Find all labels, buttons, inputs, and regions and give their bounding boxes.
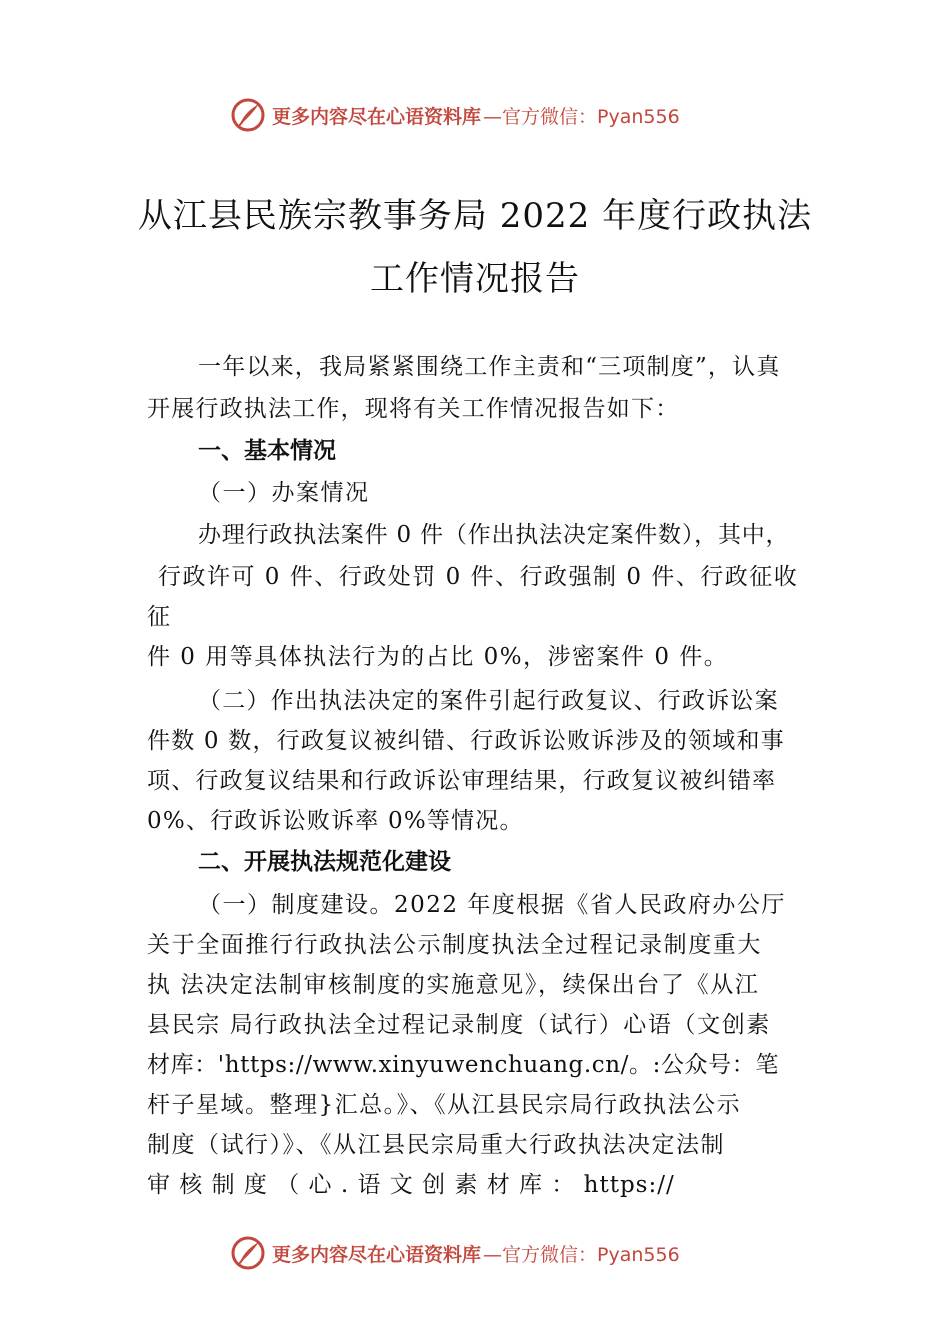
paragraph-line: 执 法决定法制审核制度的实施意见》，续保出台了《从江 [147, 972, 760, 998]
paragraph-line: 开展行政执法工作，现将有关工作情况报告如下： [147, 396, 680, 422]
document-title-line-1: 从江县民族宗教事务局 2022 年度行政执法 [137, 196, 813, 236]
paragraph-line: 项、行政复议结果和行政诉讼审理结果，行政复议被纠错率 [147, 768, 777, 794]
watermark-brand: 更多内容尽在心语资料库 [272, 1243, 482, 1266]
section-heading-1: 一、基本情况 [198, 438, 336, 464]
paragraph-line: 行政许可 0 件、行政处罚 0 件、行政强制 0 件、行政征收 [158, 564, 799, 590]
paragraph-line: 制度（试行）》、《从江县民宗局重大行政执法决定法制 [147, 1132, 725, 1158]
watermark-wechat: —官方微信：Pyan556 [483, 1243, 680, 1266]
section-heading-2: 二、开展执法规范化建设 [198, 849, 451, 875]
document-title-line-2: 工作情况报告 [370, 259, 580, 299]
watermark-brand: 更多内容尽在心语资料库 [272, 105, 482, 128]
footer-watermark [230, 1233, 680, 1273]
paragraph-line: 县民宗 局行政执法全过程记录制度（试行）心语（文创素 [147, 1012, 771, 1038]
paragraph-line: 一年以来，我局紧紧围绕工作主责和“三项制度”，认真 [198, 354, 781, 380]
paragraph-line: 材库：'https://www.xinyuwenchuang.cn/。:公众号：笔 [147, 1052, 779, 1078]
paragraph-line: 0%、行政诉讼败诉率 0%等情况。 [147, 808, 524, 834]
paragraph-line: 办理行政执法案件 0 件（作出执法决定案件数），其中， [198, 522, 790, 548]
header-watermark [230, 95, 680, 135]
paragraph-line: （二）作出执法决定的案件引起行政复议、行政诉讼案 [198, 688, 779, 714]
paragraph-line: 件 0 用等具体执法行为的占比 0%，涉密案件 0 件。 [147, 644, 729, 670]
paragraph-line: 征 [147, 604, 170, 630]
paragraph-line: 杆子星域。整理}汇总。》、《从江县民宗局行政执法公示 [147, 1092, 742, 1118]
subsection-heading: （一）办案情况 [198, 480, 370, 506]
watermark-wechat: —官方微信：Pyan556 [483, 105, 680, 128]
paragraph-line: 件数 0 数，行政复议被纠错、行政诉讼败诉涉及的领域和事 [147, 728, 785, 754]
quill-logo-icon [230, 97, 266, 133]
quill-logo-icon [230, 1235, 266, 1271]
paragraph-line: 审 核 制 度 （ 心 . 语 文 创 素 材 库 ： https:// [147, 1172, 675, 1198]
paragraph-line: 关于全面推行行政执法公示制度执法全过程记录制度重大 [147, 932, 762, 958]
paragraph-line: （一）制度建设。2022 年度根据《省人民政府办公厅 [198, 892, 786, 918]
